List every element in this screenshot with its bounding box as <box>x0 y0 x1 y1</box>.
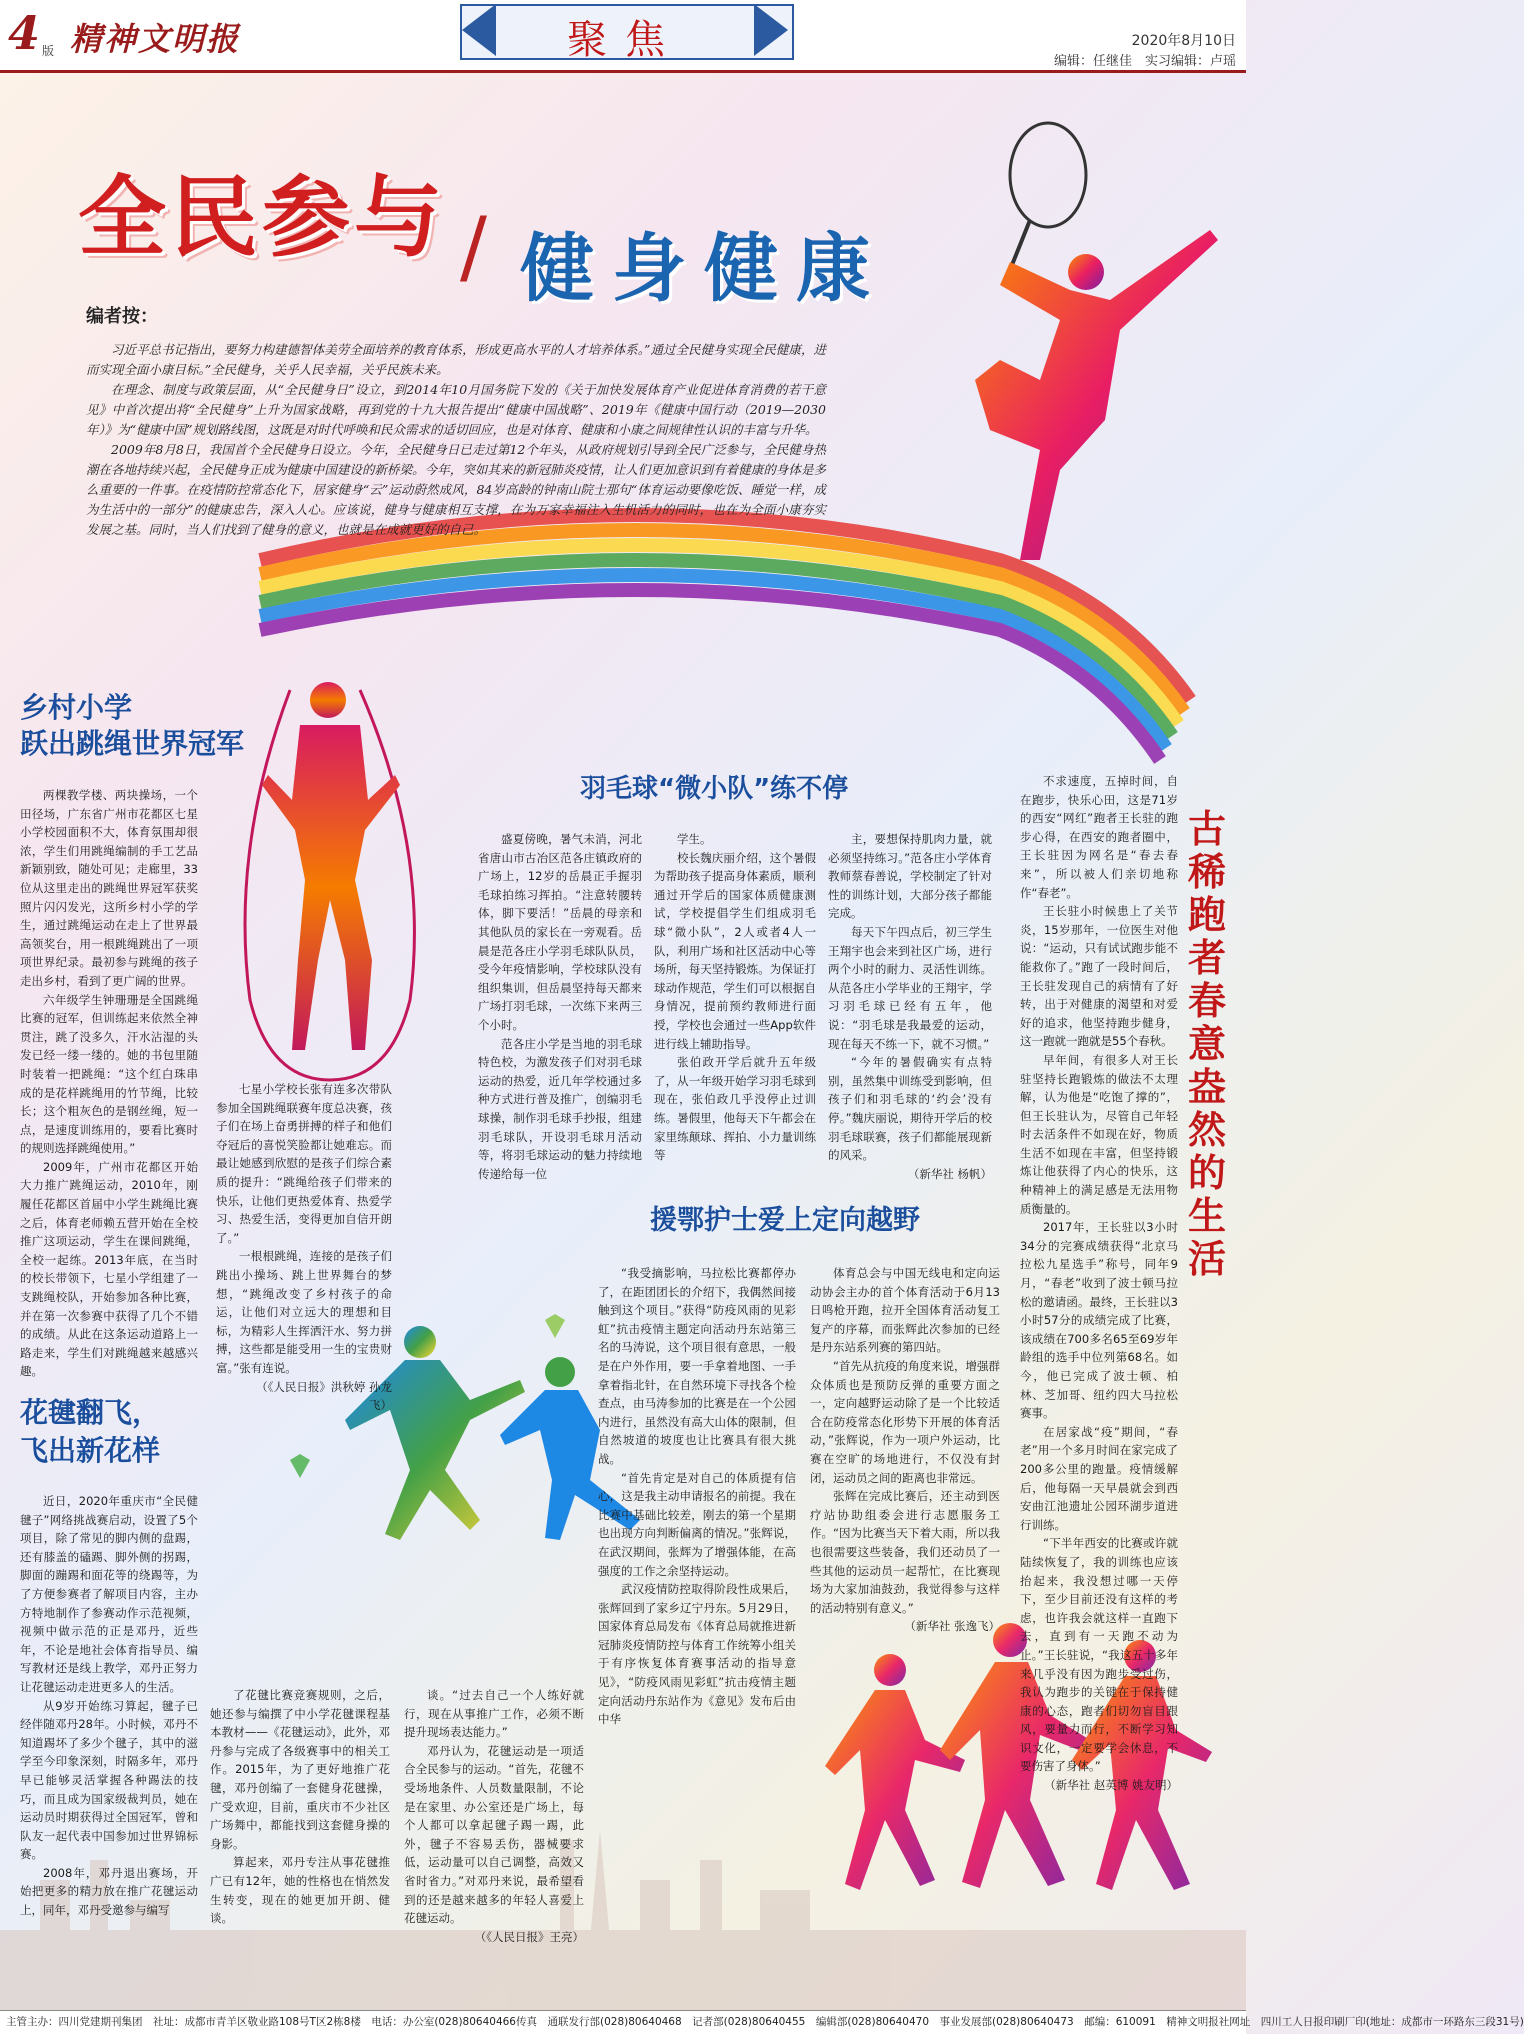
paragraph: “下半年西安的比赛或许就陆续恢复了，我的训练也应该抬起来，我没想过哪一天停下，至少目前还没有这样的考虑，也许我会就这样一直跑下去，直到有一天跑不动为止。”王长驻说，“我这五十多年来几乎没有因为跑步受过伤，我认为跑步的关键在于保持健康的心态，跑者们切勿盲目跟风，要量力而行，不断学习知识文化，一定要学会休息，不要伤害了身体。” <box>1020 1536 1178 1774</box>
paragraph: 七星小学校长张有连多次带队参加全国跳绳联赛年度总决赛，孩子们在场上奋勇拼搏的样子和他们夺冠后的喜悦笑脸都让她难忘。而最让她感到欣慰的是孩子们综合素质的提升：“跳绳给孩子们带来的快乐，让他们更热爱体育、热爱学习、热爱生活，变得更加自信开朗了。” <box>216 1082 392 1245</box>
paragraph: 两棵教学楼、两块操场，一个田径场，广东省广州市花都区七星小学校园面积不大，体育氛围却很浓，学生们用跳绳编制的手工艺品新颖别致，随处可见；走廊里，33位从这里走出的跳绳世界冠军获奖照片闪闪发光，这所乡村小学的学生，通过跳绳运动在走上了世界最高领奖台，用一根跳绳跳出了一项项世界纪录。最初参与跳绳的孩子走出乡村，看到了更广阔的世界。 <box>20 788 198 988</box>
paragraph: 主，要想保持肌肉力量，就必须坚持练习。”范各庄小学体育教师蔡春善说，学校制定了针对性的训练计划，大部分孩子都能完成。 <box>828 832 992 921</box>
editor-credits: 编辑：任继佳 实习编辑：卢瑶 <box>1053 54 1236 69</box>
headline-line: 跃出跳绳世界冠军 <box>20 727 245 760</box>
article-source: （新华社 杨帆） <box>907 1166 992 1181</box>
article-body-jianzi-col3 <box>404 1686 584 1946</box>
section-title: 聚焦 <box>567 17 683 63</box>
section-arrow-left-icon <box>462 4 496 56</box>
paragraph: 体育总会与中国无线电和定向运动协会主办的首个体育活动于6月13日鸣枪开跑，拉开全国体育活动复工复产的序幕，而张辉此次参加的已经是丹东站系列赛的第四站。 <box>810 1266 1000 1355</box>
headline-line: 飞出新花样 <box>20 1434 161 1467</box>
masthead-logo: 精神文明报 <box>70 20 241 58</box>
paragraph: 武汉疫情防控取得阶段性成果后，张辉回到了家乡辽宁丹东。5月29日，国家体育总局发布《体育总局就推进新冠肺炎疫情防控与体育工作统筹小组关于有序恢复体育赛事活动的指导意见》，“防疫风雨见彩虹”抗击疫情主题定向活动丹东站作为《意见》发布后由中华 <box>598 1582 796 1727</box>
article-body-nurse-col2 <box>810 1264 1000 1636</box>
paragraph: “首先肯定是对自己的体质提有信心，这是我主动申请报名的前提。我在比赛中基础比较差，刚去的第一个星期也出现方向判断偏离的情况。”张辉说，在武汉期间，张辉为了增强体能，在高强度的工作之余坚持运动。 <box>598 1470 796 1578</box>
feature-title-slash: / <box>460 200 487 293</box>
article-body-jianzi-col1 <box>20 1492 198 1920</box>
paragraph: 谈。“过去自己一个人练好就行，现在从事推广工作，必须不断提升现场表达能力。” <box>404 1688 584 1740</box>
intro-paragraph: 习近平总书记指出，要努力构建德智体美劳全面培养的教育体系，形成更高水平的人才培养体系。”通过全民健身实现全民健康，进而实现全面小康目标。”全民健身，关乎人民幸福，关乎民族未来。 <box>86 342 826 377</box>
article-title-nurse: 援鄂护士爱上定向越野 <box>650 1205 920 1236</box>
editor-note-label: 编者按： <box>86 306 158 327</box>
article-body-village-col1 <box>20 786 198 1381</box>
page-header <box>0 0 1246 73</box>
issue-date: 2020年8月10日 <box>1131 33 1236 49</box>
badminton-player-silhouette <box>975 123 1218 560</box>
page-number-suffix: 版 <box>42 44 55 58</box>
page-number: 4 <box>8 6 41 60</box>
rainbow-arc <box>260 515 1190 760</box>
paragraph: 邓丹认为，花毽运动是一项适合全民参与的运动。“首先，花毽不受场地条件、人员数量限制，不论是在家里、办公室还是广场上，每个人都可以拿起毽子踢一踢，此外，毽子不容易丢伤，器械要求低，运动量可以自己调整，高效又省时省力。”对邓丹来说，最希望看到的还是越来越多的年轻人喜爱上花毽运动。 <box>404 1743 584 1926</box>
article-title-jianzi <box>20 1394 160 1470</box>
article-body-jianzi-col2 <box>210 1686 390 1928</box>
article-title-badminton: 羽毛球“微小队”练不停 <box>580 774 849 804</box>
paragraph: 六年级学生钟珊珊是全国跳绳比赛的冠军，但训练起来依然全神贯注，跳了没多久，汗水沾湿的头发已经一缕一缕的。她的书包里随时装着一把跳绳：“这个红白珠串成的是花样跳绳用的竹节绳，比较长；这个粗灰色的是钢丝绳，短一点，是速度训练用的，要看比赛时的规则选择跳绳使用。” <box>20 992 198 1156</box>
paragraph: 盛夏傍晚，暑气未消，河北省唐山市古冶区范各庄镇政府的广场上，12岁的岳晨正手握羽毛球拍练习挥拍。“注意转腰转体，脚下要活！”岳晨的母亲和其他队员的家长在一旁观看。岳晨是范各庄小学羽毛球队队员，受今年疫情影响，学校球队没有组织集训，但岳晨坚持每天都来广场打羽毛球，一次练下来两三个小时。 <box>478 832 642 1032</box>
paragraph: 王长驻小时候患上了关节炎，15岁那年，一位医生对他说：“运动，只有试试跑步能不能救你了。”跑了一段时间后，王长驻发现自己的病情有了好转，出于对健康的渴望和对爱好的追求，他坚持跑步健身，这一跑就一跑就是55个春秋。 <box>1020 904 1178 1049</box>
paragraph: “今年的暑假确实有点特别，虽然集中训练受到影响，但孩子们和羽毛球的‘约会’没有停。”魏庆丽说，期待开学后的校羽毛球联赛，孩子们都能展现新的风采。 <box>828 1055 992 1163</box>
paragraph: “首先从抗疫的角度来说，增强群众体质也是预防反弹的重要方面之一，定向越野运动除了是一个比较适合在防疫常态化形势下开展的体育活动，”张辉说，作为一项户外运动，比赛在空旷的场地进行，不仅没有封闭，运动员之间的距离也非常远。 <box>810 1358 1000 1485</box>
paragraph: 每天下午四点后，初三学生王翔宇也会来到社区广场，进行两个小时的耐力、灵活性训练。从范各庄小学毕业的王翔宇，学习羽毛球已经有五年，他说：“羽毛球是我最爱的运动，现在每天不练一下，就不习惯。” <box>828 924 992 1051</box>
paragraph: 算起来，邓丹专注从事花毽推广已有12年，她的性格也在悄然发生转变，现在的她更加开朗、健谈。 <box>210 1855 390 1926</box>
feature-title-main: 全民参与 <box>78 166 447 269</box>
paragraph: 2017年，王长驻以3小时34分的完赛成绩获得“北京马拉松九星选手”称号，同年9月，“春老”收到了波士顿马拉松的邀请函。最终，王长驻以3小时57分的成绩完成了比赛，该成绩在700多名65至69岁年龄组的选手中位列第68名。如今，他已完成了波士顿、柏林、芝加哥、纽约四大马拉松赛事。 <box>1020 1220 1178 1421</box>
paragraph: 范各庄小学是当地的羽毛球特色校，为激发孩子们对羽毛球运动的热爱，近几年学校通过多种方式进行普及推广，创编羽毛球操，制作羽毛球手抄报，组建羽毛球队，开设羽毛球月活动等，将羽毛球运动的魅力持续地传递给每一位 <box>478 1036 642 1181</box>
article-body-badminton-col2 <box>654 830 816 1165</box>
article-title-village-school <box>20 690 244 762</box>
intro-paragraph: 在理念、制度与政策层面，从“全民健身日”设立，到2014年10月国务院下发的《关于加快发展体育产业促进体育消费的若干意见》中首次提出将“全民健身”上升为国家战略，再到党的十九大报告提出“健康中国战略”、2019年《健康中国行动（2019—2030年）》为“健康中国”规划路线图，这既是对时代呼唤和民众需求的适切回应，也是对体育、健康和小康之间规律性认识的丰富与升华。 <box>86 382 826 437</box>
article-source: （《人民日报》洪秋婷 孙龙飞） <box>256 1379 392 1413</box>
intro-paragraph: 2009年8月8日，我国首个全民健身日设立。今年，全民健身日已走过第12个年头，从政府规划引导到全民广泛参与，全民健身热潮在各地持续兴起，全民健身正成为健康中国建设的新桥梁。今年，突如其来的新冠肺炎疫情，让人们更加意识到有着健康的身体是多么重要的一件事。在疫情防控常态化下，居家健身“云”运动蔚然成风，84岁高龄的钟南山院士那句“体育运动要像吃饭、睡觉一样，成为生活中的一部分”的健康忠告，深入人心。应该说，健身与健康相互支撑，在为万家幸福注入生机活力的同时，也在为全面小康夯实发展之基。同时，当人们找到了健身的意义，也就是在成就更好的自己。 <box>86 442 826 537</box>
feature-title-sub: 健身健康 <box>520 226 888 312</box>
article-body-nurse-col1 <box>598 1264 796 1729</box>
paragraph: 学生。 <box>677 832 712 846</box>
article-body-badminton-col3 <box>828 830 992 1183</box>
paragraph: 张伯政开学后就升五年级了，从一年级开始学习羽毛球到现在，张伯政几乎没停止过训练。暑假里，他每天下午都会在家里练颠球、挥拍、小力量训练等 <box>654 1055 816 1163</box>
headline-line: 乡村小学 <box>20 691 133 724</box>
paragraph: 近日，2020年重庆市“全民健毽子”网络挑战赛启动，设置了5个项目，除了常见的脚内侧的盘踢，还有膝盖的磕踢、脚外侧的拐踢，脚面的蹦踢和面花等的绕踢等，为了方便参赛者了解项目内容，主办方特地制作了参赛动作示范视频，视频中做示范的正是邓丹，近些年，不论是地社会体育指导员、编写教材还是线上教学，邓丹正努力让花毽运动走进更多人的生活。 <box>20 1494 198 1694</box>
article-source: （新华社 张逸飞） <box>904 1619 1000 1634</box>
editor-note-body <box>86 340 826 540</box>
article-source: （《人民日报》王亮） <box>474 1929 584 1944</box>
article-body-elder <box>1020 772 1178 1795</box>
section-arrow-right-icon <box>754 4 788 56</box>
article-title-elder-runner: 古稀跑者春意盎然的生活 <box>1188 807 1227 1281</box>
paragraph: 张辉在完成比赛后，还主动到医疗站协助组委会进行志愿服务工作。“因为比赛当天下着大雨，所以我也很需要这些装备，我们还动员了一些其他的运动员一起帮忙，在比赛现场为大家加油鼓劲，我觉得参与这样的活动特别有意义。” <box>810 1489 1000 1615</box>
paragraph: 2008年，邓丹退出赛场，开始把更多的精力放在推广花毽运动上，同年，邓丹受邀参与编写 <box>20 1865 198 1918</box>
paragraph: 2009年，广州市花都区开始大力推广跳绳运动，2010年，刚履任花都区首届中小学生跳绳比赛之后，体育老师赖五营开始在全校推广这项运动，学生在课间跳绳，全校一起练。2013年底，在当时的校长带领下，七星小学组建了一支跳绳校队，开始参加各种比赛，并在第一次参赛中获得了几个不错的成绩。从此在这条运动道路上一路走来，学生们对跳绳越来越感兴趣。 <box>20 1159 198 1379</box>
headline-line: 花毽翻飞， <box>20 1396 161 1429</box>
paragraph: “我受摘影响，马拉松比赛都停办了，在距团团长的介绍下，我偶然间接触到这个项目。”获得“防疫风雨的见彩虹”抗击疫情主题定向活动丹东站第三名的马涛说，这个项目很有意思，一般是在户外作用，要一手拿着地图、一手拿着指北针，在自然环境下寻找各个检查点，由马涛参加的比赛是在一个公园内进行，虽然没有高大山体的限制，但自然坡道的坡度也让比赛具有很大挑战。 <box>598 1266 796 1466</box>
paragraph: 不求速度，五掉时间，自在跑步，快乐心田，这是71岁的西安“网红”跑者王长驻的跑步心得，在西安的跑者圈中，王长驻因为网名是“春去春来”，所以被人们亲切地称作“春老”。 <box>1020 774 1178 900</box>
paragraph: 一根根跳绳，连接的是孩子们跳出小操场、跳上世界舞台的梦想，“跳绳改变了乡村孩子的命运，让他们对立远大的理想和目标，为精彩人生挥洒汗水、努力拼搏，这些都是能受用一生的宝贵财富。”张有连说。 <box>216 1249 392 1375</box>
article-source: （新华社 赵英博 姚友明） <box>1044 1778 1178 1793</box>
paragraph: 从9岁开始练习算起，毽子已经伴随邓丹28年。小时候，邓丹不知道踢坏了多少个毽子，其中的滋学至今印象深刻，时隔多年，邓丹早已能够灵活掌握各种踢法的技巧，而且成为国家级裁判员，她在运动员时期获得过全国冠军，曾和队友一起代表中国参加过世界锦标赛。 <box>20 1698 198 1862</box>
paragraph: 早年间，有很多人对王长驻坚持长跑锻炼的做法不太理解，认为他是“吃饱了撑的”，但王长驻认为，尽管自己年轻时去活条件不如现在好，物质生活不如现在丰富，但坚持锻炼让他获得了内心的快乐，这种精神上的满足感是无法用物质衡量的。 <box>1020 1052 1178 1216</box>
jump-rope-girl-silhouette <box>245 682 414 1080</box>
article-body-badminton-col1 <box>478 830 642 1183</box>
paragraph: 在居家战“疫”期间，“春老”用一个多月时间在家完成了200多公里的跑量。疫情缓解后，他每隔一天早晨就会到西安曲江池遗址公园环湖步道进行训练。 <box>1020 1424 1178 1532</box>
page-footer: 主管主办：四川党建期刊集团 社址：成都市青羊区敬业路108号T区2栋8楼 电话：办公室(028)80640466传真 通联发行部(028)80640468 记者部(028)80640455 编辑部(028)80640470 事业发展部(028)80640473 邮编：610091 精神文明报社网址 四川工人日报印刷厂印(地址：成都市一环路东三段31号) <box>0 2010 1246 2034</box>
paragraph: 了花毽比赛竞赛规则，之后，她还参与编撰了中小学花毽课程基本教材——《花毽运动》，此外，邓丹参与完成了各级赛事中的相关工作。2015年，为了更好地推广花毽，邓丹创编了一套健身花毽操，广受欢迎，目前，重庆市不少社区广场舞中，都能找到这套健身操的身影。 <box>210 1688 390 1851</box>
article-body-village-col2 <box>216 1080 392 1415</box>
paragraph: 校长魏庆丽介绍，这个暑假为帮助孩子提高身体素质，顺利通过开学后的国家体质健康测试，学校提倡学生们组成羽毛球“微小队”，2人或者4人一队，利用广场和社区活动中心等场所，每天坚持锻炼。为保证打球动作规范，学生们可以根据自身情况，提前预约教师进行面授，学校也会通过一些App软件进行线上辅助指导。 <box>654 850 816 1051</box>
